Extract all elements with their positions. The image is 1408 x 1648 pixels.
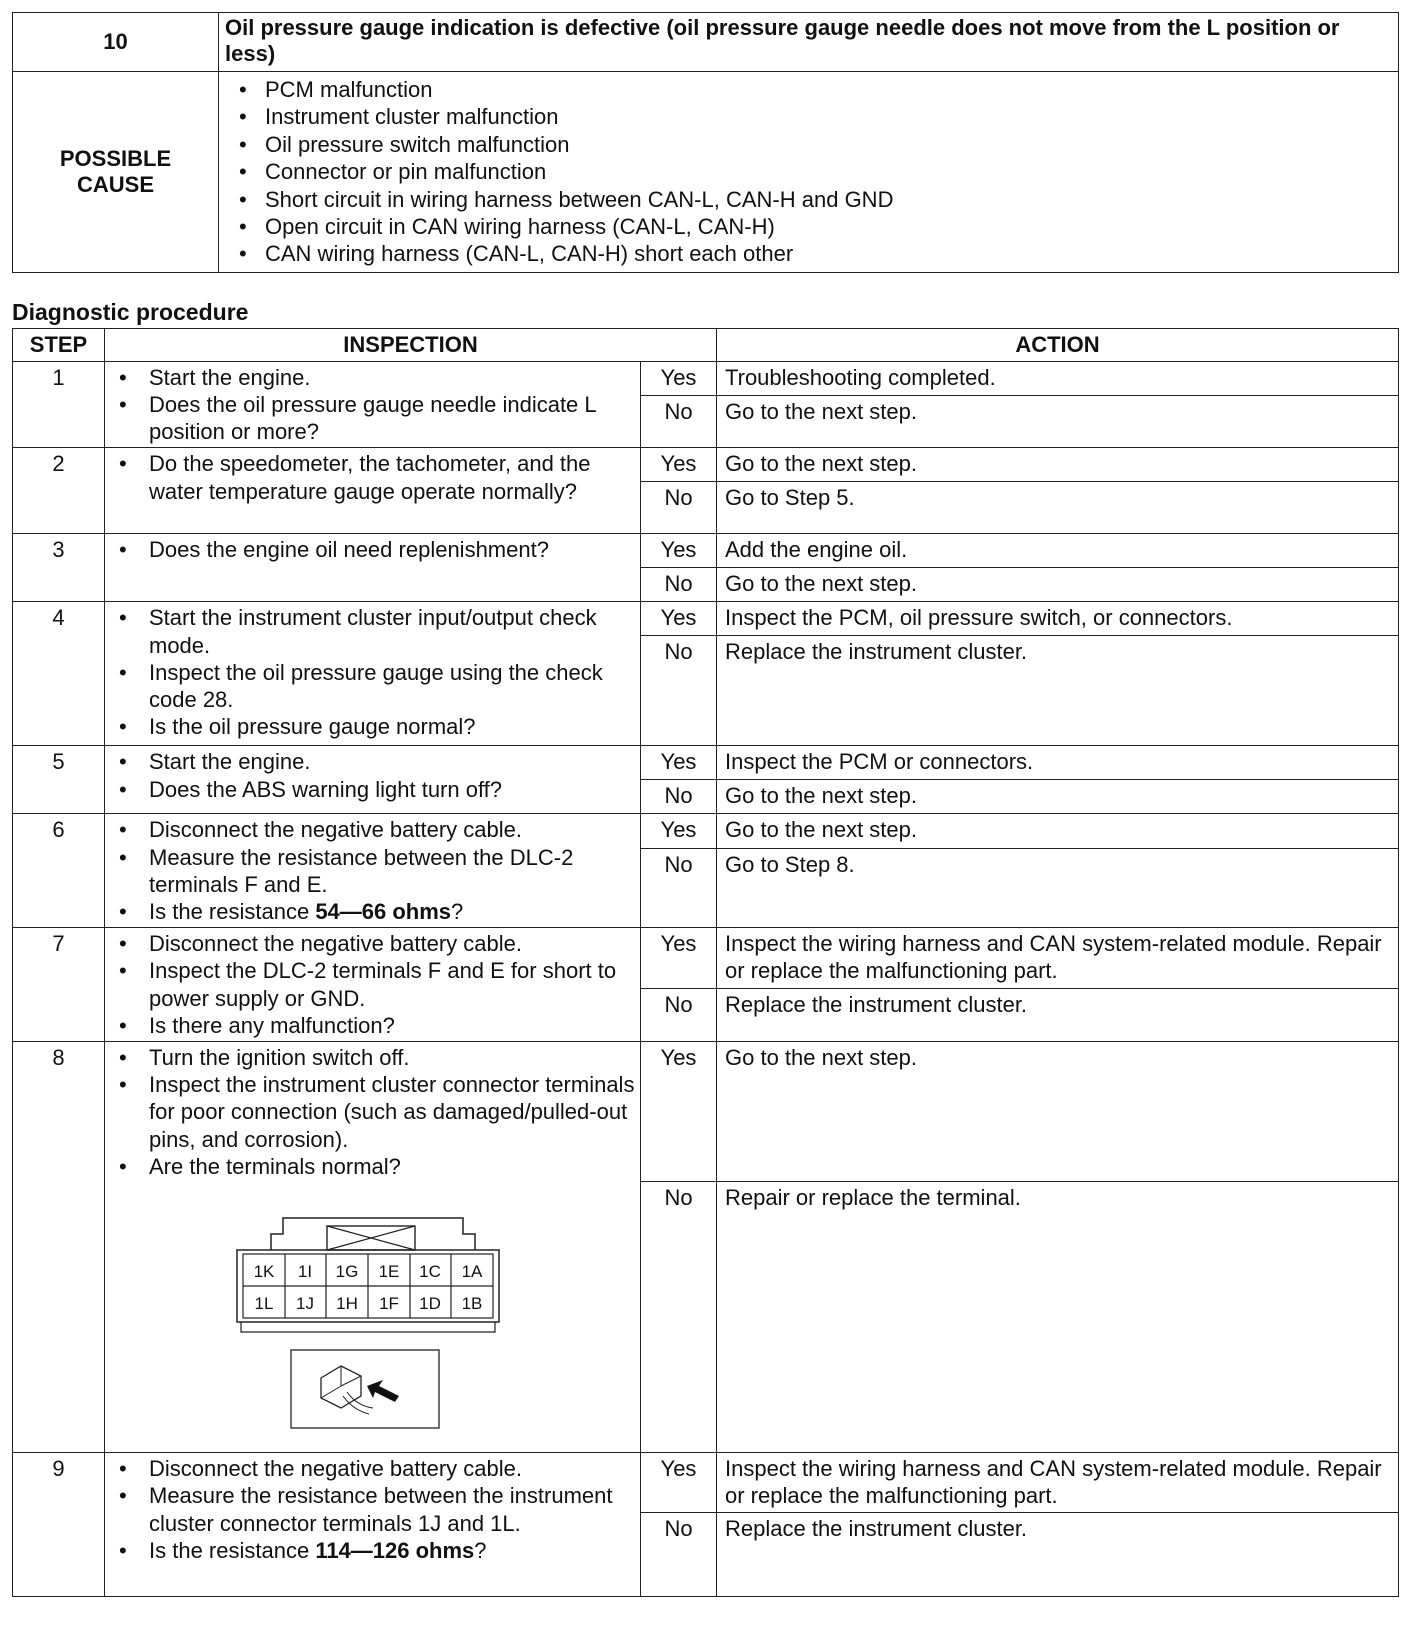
pin-label: 1L	[254, 1294, 274, 1314]
header-inspection: INSPECTION	[105, 328, 717, 361]
inspection-item: • Disconnect the negative battery cable.	[117, 816, 636, 843]
inspection-item: • Inspect the DLC-2 terminals F and E for short to power supply or GND.	[117, 957, 636, 1011]
pin-label: 1G	[335, 1262, 359, 1282]
yes-label: Yes	[641, 448, 717, 482]
no-label: No	[641, 396, 717, 448]
pin-label: 1B	[461, 1294, 483, 1314]
yes-action: Inspect the PCM or connectors.	[717, 746, 1399, 780]
no-label: No	[641, 780, 717, 814]
diagnostic-table	[12, 328, 1399, 1597]
inspection-list	[105, 746, 640, 804]
no-action: Repair or replace the terminal.	[717, 1182, 1399, 1453]
possible-cause-label: POSSIBLE CAUSE	[13, 72, 219, 273]
step-number: 8	[13, 1042, 105, 1453]
pin-label: 1D	[419, 1294, 441, 1314]
step-number: 2	[13, 448, 105, 534]
pin-label: 1I	[297, 1262, 313, 1282]
inspection-item: • Start the engine.	[117, 748, 636, 775]
symptom-title: Oil pressure gauge indication is defective (oil pressure gauge needle does not move from the L position or less)	[219, 13, 1399, 72]
step-number: 3	[13, 534, 105, 602]
inspection-item: • Is the resistance 54—66 ohms?	[117, 898, 636, 925]
inspection-item: • Do the speedometer, the tachometer, and the water temperature gauge operate normally?	[117, 450, 636, 504]
step-number: 7	[13, 928, 105, 1042]
no-action: Replace the instrument cluster.	[717, 1513, 1399, 1597]
inspection-item: • Inspect the instrument cluster connector terminals for poor connection (such as damaged/pulled-out pins, and corrosion).	[117, 1071, 636, 1153]
inspection-item: • Start the instrument cluster input/output check mode.	[117, 604, 636, 658]
yes-label: Yes	[641, 1042, 717, 1182]
inspection-item: • Measure the resistance between the DLC-2 terminals F and E.	[117, 844, 636, 898]
no-label: No	[641, 568, 717, 602]
no-action: Go to the next step.	[717, 568, 1399, 602]
yes-label: Yes	[641, 361, 717, 395]
cause-item: • Instrument cluster malfunction	[239, 103, 1392, 130]
no-action: Go to Step 8.	[717, 849, 1399, 928]
yes-label: Yes	[641, 746, 717, 780]
inspection-item: • Does the engine oil need replenishment?	[117, 536, 636, 563]
step-number: 1	[13, 361, 105, 448]
symptom-number: 10	[13, 13, 219, 72]
no-action: Replace the instrument cluster.	[717, 989, 1399, 1042]
no-action: Replace the instrument cluster.	[717, 636, 1399, 746]
yes-label: Yes	[641, 928, 717, 989]
no-action: Go to the next step.	[717, 780, 1399, 814]
step-number: 6	[13, 814, 105, 928]
yes-action: Go to the next step.	[717, 814, 1399, 849]
pin-label: 1A	[461, 1262, 483, 1282]
no-action: Go to the next step.	[717, 396, 1399, 448]
cause-list	[219, 72, 1398, 272]
no-label: No	[641, 636, 717, 746]
inspection-item: • Turn the ignition switch off.	[117, 1044, 636, 1071]
inspection-item: • Is there any malfunction?	[117, 1012, 636, 1039]
inspection-item: • Is the resistance 114—126 ohms?	[117, 1537, 636, 1564]
step-number: 4	[13, 602, 105, 746]
yes-action: Add the engine oil.	[717, 534, 1399, 568]
inspection-item: • Does the ABS warning light turn off?	[117, 776, 636, 803]
inspection-item: • Start the engine.	[117, 364, 636, 391]
header-step: STEP	[13, 328, 105, 361]
yes-action: Go to the next step.	[717, 448, 1399, 482]
inspection-item: • Disconnect the negative battery cable.	[117, 1455, 636, 1482]
document	[12, 0, 1398, 1597]
inspection-list	[105, 602, 640, 742]
inspection-item: • Measure the resistance between the instrument cluster connector terminals 1J and 1L.	[117, 1482, 636, 1536]
yes-action: Troubleshooting completed.	[717, 361, 1399, 395]
inspection-item: • Are the terminals normal?	[117, 1153, 636, 1180]
cause-item: • Open circuit in CAN wiring harness (CAN-L, CAN-H)	[239, 213, 1392, 240]
cause-item: • Connector or pin malfunction	[239, 158, 1392, 185]
pin-label: 1K	[253, 1262, 275, 1282]
no-label: No	[641, 849, 717, 928]
resistance-spec: 114—126 ohms	[315, 1537, 475, 1563]
no-label: No	[641, 1513, 717, 1597]
inspection-list	[105, 534, 640, 565]
no-label: No	[641, 1182, 717, 1453]
yes-action: Inspect the PCM, oil pressure switch, or connectors.	[717, 602, 1399, 636]
inspection-item: • Inspect the oil pressure gauge using the check code 28.	[117, 659, 636, 713]
inspection-item: • Is the oil pressure gauge normal?	[117, 713, 636, 740]
yes-label: Yes	[641, 602, 717, 636]
inspection-list	[105, 928, 640, 1041]
pin-label: 1C	[419, 1262, 441, 1282]
yes-label: Yes	[641, 814, 717, 849]
resistance-spec: 54—66 ohms	[315, 899, 452, 925]
inspection-list	[105, 1042, 640, 1182]
section-heading: Diagnostic procedure	[12, 298, 249, 325]
cause-item: • Oil pressure switch malfunction	[239, 131, 1392, 158]
inspection-list	[105, 448, 640, 506]
step-number: 9	[13, 1453, 105, 1597]
yes-action: Inspect the wiring harness and CAN system-related module. Repair or replace the malfunctioning part.	[717, 1453, 1399, 1513]
pin-label: 1J	[296, 1294, 314, 1314]
pin-label: 1H	[336, 1294, 358, 1314]
inspection-item: • Disconnect the negative battery cable.	[117, 930, 636, 957]
connector-view-icon	[291, 1350, 439, 1428]
cause-item: • Short circuit in wiring harness between CAN-L, CAN-H and GND	[239, 186, 1392, 213]
yes-action: Go to the next step.	[717, 1042, 1399, 1182]
step-number: 5	[13, 746, 105, 814]
yes-action: Inspect the wiring harness and CAN system-related module. Repair or replace the malfunctioning part.	[717, 928, 1399, 989]
yes-label: Yes	[641, 534, 717, 568]
cause-item: • CAN wiring harness (CAN-L, CAN-H) short each other	[239, 240, 1392, 267]
yes-label: Yes	[641, 1453, 717, 1513]
inspection-list	[105, 362, 640, 448]
no-label: No	[641, 482, 717, 534]
inspection-item: • Does the oil pressure gauge needle indicate L position or more?	[117, 391, 636, 445]
inspection-list	[105, 814, 640, 927]
no-label: No	[641, 989, 717, 1042]
no-action: Go to Step 5.	[717, 482, 1399, 534]
cause-table	[12, 12, 1399, 273]
cause-item: • PCM malfunction	[239, 76, 1392, 103]
connector-figure	[105, 1182, 640, 1452]
pin-label: 1E	[378, 1262, 400, 1282]
inspection-list	[105, 1453, 640, 1566]
header-action: ACTION	[717, 328, 1399, 361]
pin-label: 1F	[379, 1294, 399, 1314]
connector-diagram	[223, 1200, 523, 1450]
